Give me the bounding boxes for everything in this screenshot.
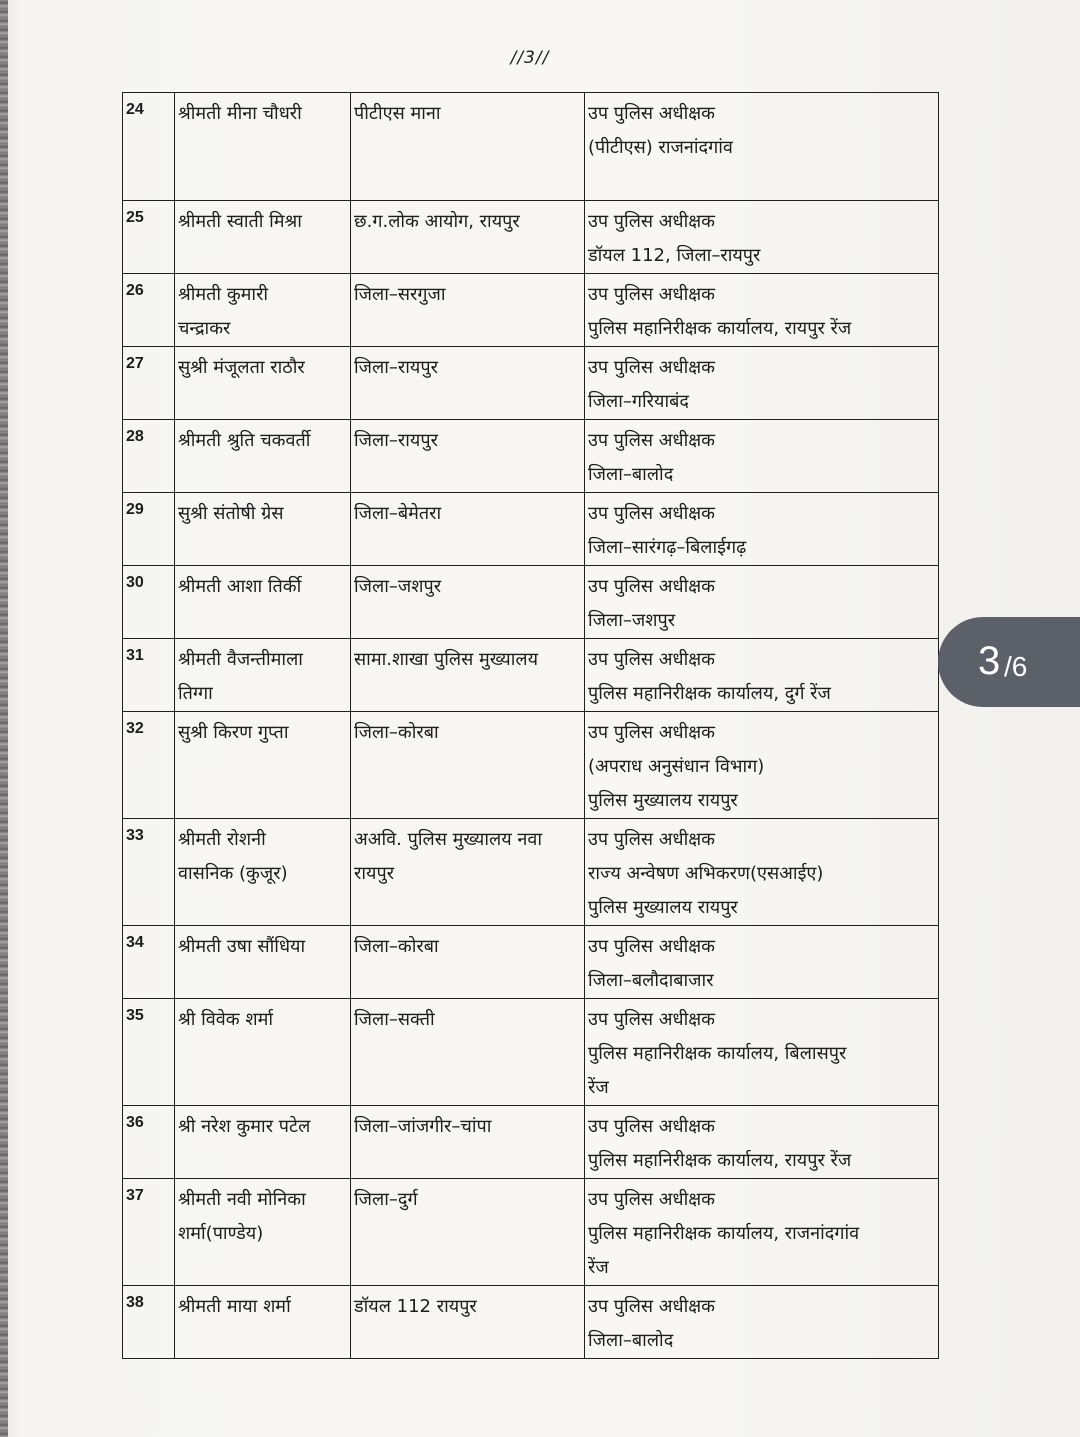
cell-line: सामा.शाखा पुलिस मुख्यालय — [354, 649, 539, 670]
cell-line: जिला–जांजगीर–चांपा — [354, 1116, 492, 1137]
transfer-table — [122, 92, 939, 1359]
officer-name-cell — [175, 712, 351, 819]
serial-number-cell: 27 — [123, 347, 175, 420]
officer-name-cell — [175, 493, 351, 566]
cell-line: उप पुलिस अधीक्षक — [588, 829, 716, 850]
cell-line: उप पुलिस अधीक्षक — [588, 1116, 716, 1137]
new-posting-cell — [585, 1286, 939, 1359]
cell-line: श्रीमती रोशनी — [178, 829, 266, 850]
current-posting-cell — [351, 493, 585, 566]
cell-line: डॉयल 112 रायपुर — [354, 1296, 477, 1317]
cell-line: शर्मा(पाण्डेय) — [178, 1223, 264, 1244]
cell-line: पीटीएस माना — [354, 103, 441, 124]
new-posting-cell — [585, 1179, 939, 1286]
serial-number-cell: 26 — [123, 274, 175, 347]
cell-line: श्रीमती स्वाती मिश्रा — [178, 211, 302, 232]
cell-line: पुलिस महानिरीक्षक कार्यालय, राजनांदगांव — [588, 1223, 860, 1244]
cell-line: अअवि. पुलिस मुख्यालय नवा — [354, 829, 543, 850]
serial-number-cell: 29 — [123, 493, 175, 566]
cell-line: जिला–कोरबा — [354, 722, 439, 743]
table-row — [123, 347, 939, 420]
table-row — [123, 1286, 939, 1359]
cell-line: (पीटीएस) राजनांदगांव — [588, 137, 733, 158]
new-posting-cell — [585, 493, 939, 566]
cell-line: पुलिस महानिरीक्षक कार्यालय, रायपुर रेंज — [588, 318, 852, 339]
cell-line: छ.ग.लोक आयोग, रायपुर — [354, 211, 520, 232]
table-row — [123, 493, 939, 566]
officer-name-cell — [175, 926, 351, 999]
new-posting-cell — [585, 999, 939, 1106]
cell-line: तिग्गा — [178, 683, 213, 704]
cell-line: जिला–गरियाबंद — [588, 391, 689, 412]
cell-line: श्रीमती श्रुति चकवर्ती — [178, 430, 311, 451]
table-row — [123, 274, 939, 347]
officer-name-cell — [175, 1286, 351, 1359]
table-row — [123, 93, 939, 201]
officer-name-cell — [175, 566, 351, 639]
cell-line: (अपराध अनुसंधान विभाग) — [588, 756, 765, 777]
new-posting-cell — [585, 926, 939, 999]
current-posting-cell — [351, 639, 585, 712]
cell-line: जिला–बालोद — [588, 464, 674, 485]
page-indicator-total: /6 — [1004, 651, 1028, 682]
new-posting-cell — [585, 347, 939, 420]
current-posting-cell — [351, 999, 585, 1106]
serial-number-cell: 33 — [123, 819, 175, 926]
cell-line: उप पुलिस अधीक्षक — [588, 649, 716, 670]
cell-line: जिला–सरगुजा — [354, 284, 446, 305]
serial-number-cell: 36 — [123, 1106, 175, 1179]
cell-line: पुलिस मुख्यालय रायपुर — [588, 790, 738, 811]
cell-line: जिला–सक्ती — [354, 1009, 435, 1030]
cell-line: चन्द्राकर — [178, 318, 231, 339]
current-posting-cell — [351, 347, 585, 420]
cell-line: जिला–दुर्ग — [354, 1189, 418, 1210]
cell-line: श्रीमती कुमारी — [178, 284, 269, 305]
cell-line: उप पुलिस अधीक्षक — [588, 430, 716, 451]
officer-name-cell — [175, 1106, 351, 1179]
officer-name-cell — [175, 93, 351, 201]
new-posting-cell — [585, 566, 939, 639]
cell-line: राज्य अन्वेषण अभिकरण(एसआईए) — [588, 863, 824, 884]
officer-name-cell — [175, 999, 351, 1106]
table-row — [123, 566, 939, 639]
cell-line: उप पुलिस अधीक्षक — [588, 576, 716, 597]
cell-line: जिला–बलौदाबाजार — [588, 970, 714, 991]
serial-number-cell: 25 — [123, 201, 175, 274]
cell-line: उप पुलिस अधीक्षक — [588, 503, 716, 524]
current-posting-cell — [351, 274, 585, 347]
serial-number-cell: 35 — [123, 999, 175, 1106]
serial-number-cell: 32 — [123, 712, 175, 819]
table-row — [123, 420, 939, 493]
transfer-table-body — [123, 93, 939, 1359]
cell-line: उप पुलिस अधीक्षक — [588, 1009, 716, 1030]
cell-line: जिला–जशपुर — [354, 576, 442, 597]
current-posting-cell — [351, 819, 585, 926]
table-row — [123, 201, 939, 274]
officer-name-cell — [175, 201, 351, 274]
current-posting-cell — [351, 420, 585, 493]
cell-line: सुश्री संतोषी ग्रेस — [178, 503, 284, 524]
cell-line: श्रीमती वैजन्तीमाला — [178, 649, 303, 670]
new-posting-cell — [585, 639, 939, 712]
current-posting-cell — [351, 1179, 585, 1286]
cell-line: जिला–सारंगढ़–बिलाईगढ़ — [588, 537, 747, 558]
current-posting-cell — [351, 566, 585, 639]
current-posting-cell — [351, 201, 585, 274]
new-posting-cell — [585, 819, 939, 926]
cell-line: श्रीमती नवी मोनिका — [178, 1189, 306, 1210]
serial-number-cell: 28 — [123, 420, 175, 493]
officer-name-cell — [175, 819, 351, 926]
serial-number-cell: 31 — [123, 639, 175, 712]
cell-line: श्रीमती माया शर्मा — [178, 1296, 291, 1317]
table-row — [123, 926, 939, 999]
cell-line: उप पुलिस अधीक्षक — [588, 357, 716, 378]
officer-name-cell — [175, 274, 351, 347]
serial-number-cell: 24 — [123, 93, 175, 201]
cell-line: जिला–बालोद — [588, 1330, 674, 1351]
serial-number-cell: 30 — [123, 566, 175, 639]
table-row — [123, 712, 939, 819]
officer-name-cell — [175, 639, 351, 712]
serial-number-cell: 34 — [123, 926, 175, 999]
current-posting-cell — [351, 1106, 585, 1179]
cell-line: उप पुलिस अधीक्षक — [588, 1189, 716, 1210]
cell-line: उप पुलिस अधीक्षक — [588, 284, 716, 305]
cell-line: श्रीमती आशा तिर्की — [178, 576, 302, 597]
new-posting-cell — [585, 1106, 939, 1179]
cell-line: रायपुर — [354, 863, 395, 884]
cell-line: डॉयल 112, जिला–रायपुर — [588, 245, 761, 266]
table-row — [123, 1106, 939, 1179]
cell-line: उप पुलिस अधीक्षक — [588, 103, 716, 124]
table-row — [123, 639, 939, 712]
cell-line: पुलिस महानिरीक्षक कार्यालय, रायपुर रेंज — [588, 1150, 852, 1171]
cell-line: उप पुलिस अधीक्षक — [588, 722, 716, 743]
cell-line: उप पुलिस अधीक्षक — [588, 1296, 716, 1317]
officer-name-cell — [175, 420, 351, 493]
table-row — [123, 1179, 939, 1286]
cell-line: रेंज — [588, 1257, 609, 1278]
cell-line: सुश्री मंजूलता राठौर — [178, 357, 305, 378]
new-posting-cell — [585, 420, 939, 493]
page-indicator-current: 3 — [978, 639, 1001, 683]
cell-line: उप पुलिस अधीक्षक — [588, 211, 716, 232]
cell-line: पुलिस महानिरीक्षक कार्यालय, बिलासपुर — [588, 1043, 847, 1064]
cell-line: श्री विवेक शर्मा — [178, 1009, 274, 1030]
cell-line: जिला–बेमेतरा — [354, 503, 442, 524]
current-posting-cell — [351, 712, 585, 819]
current-posting-cell — [351, 926, 585, 999]
cell-line: श्री नरेश कुमार पटेल — [178, 1116, 311, 1137]
serial-number-cell: 37 — [123, 1179, 175, 1286]
cell-line: जिला–जशपुर — [588, 610, 676, 631]
officer-name-cell — [175, 347, 351, 420]
page-indicator[interactable] — [938, 617, 1080, 707]
cell-line: जिला–रायपुर — [354, 357, 438, 378]
cell-line: रेंज — [588, 1077, 609, 1098]
cell-line: जिला–रायपुर — [354, 430, 438, 451]
paper-edge — [0, 0, 8, 1437]
cell-line: उप पुलिस अधीक्षक — [588, 936, 716, 957]
new-posting-cell — [585, 201, 939, 274]
table-row — [123, 999, 939, 1106]
cell-line: वासनिक (कुजूर) — [178, 863, 288, 884]
current-posting-cell — [351, 1286, 585, 1359]
new-posting-cell — [585, 274, 939, 347]
new-posting-cell — [585, 712, 939, 819]
cell-line: पुलिस महानिरीक्षक कार्यालय, दुर्ग रेंज — [588, 683, 831, 704]
table-row — [123, 819, 939, 926]
cell-line: जिला–कोरबा — [354, 936, 439, 957]
officer-name-cell — [175, 1179, 351, 1286]
cell-line: श्रीमती उषा सौंधिया — [178, 936, 306, 957]
current-posting-cell — [351, 93, 585, 201]
cell-line: श्रीमती मीना चौधरी — [178, 103, 302, 124]
cell-line: पुलिस मुख्यालय रायपुर — [588, 897, 738, 918]
new-posting-cell — [585, 93, 939, 201]
serial-number-cell: 38 — [123, 1286, 175, 1359]
page-number: //3// — [510, 48, 550, 68]
cell-line: सुश्री किरण गुप्ता — [178, 722, 289, 743]
